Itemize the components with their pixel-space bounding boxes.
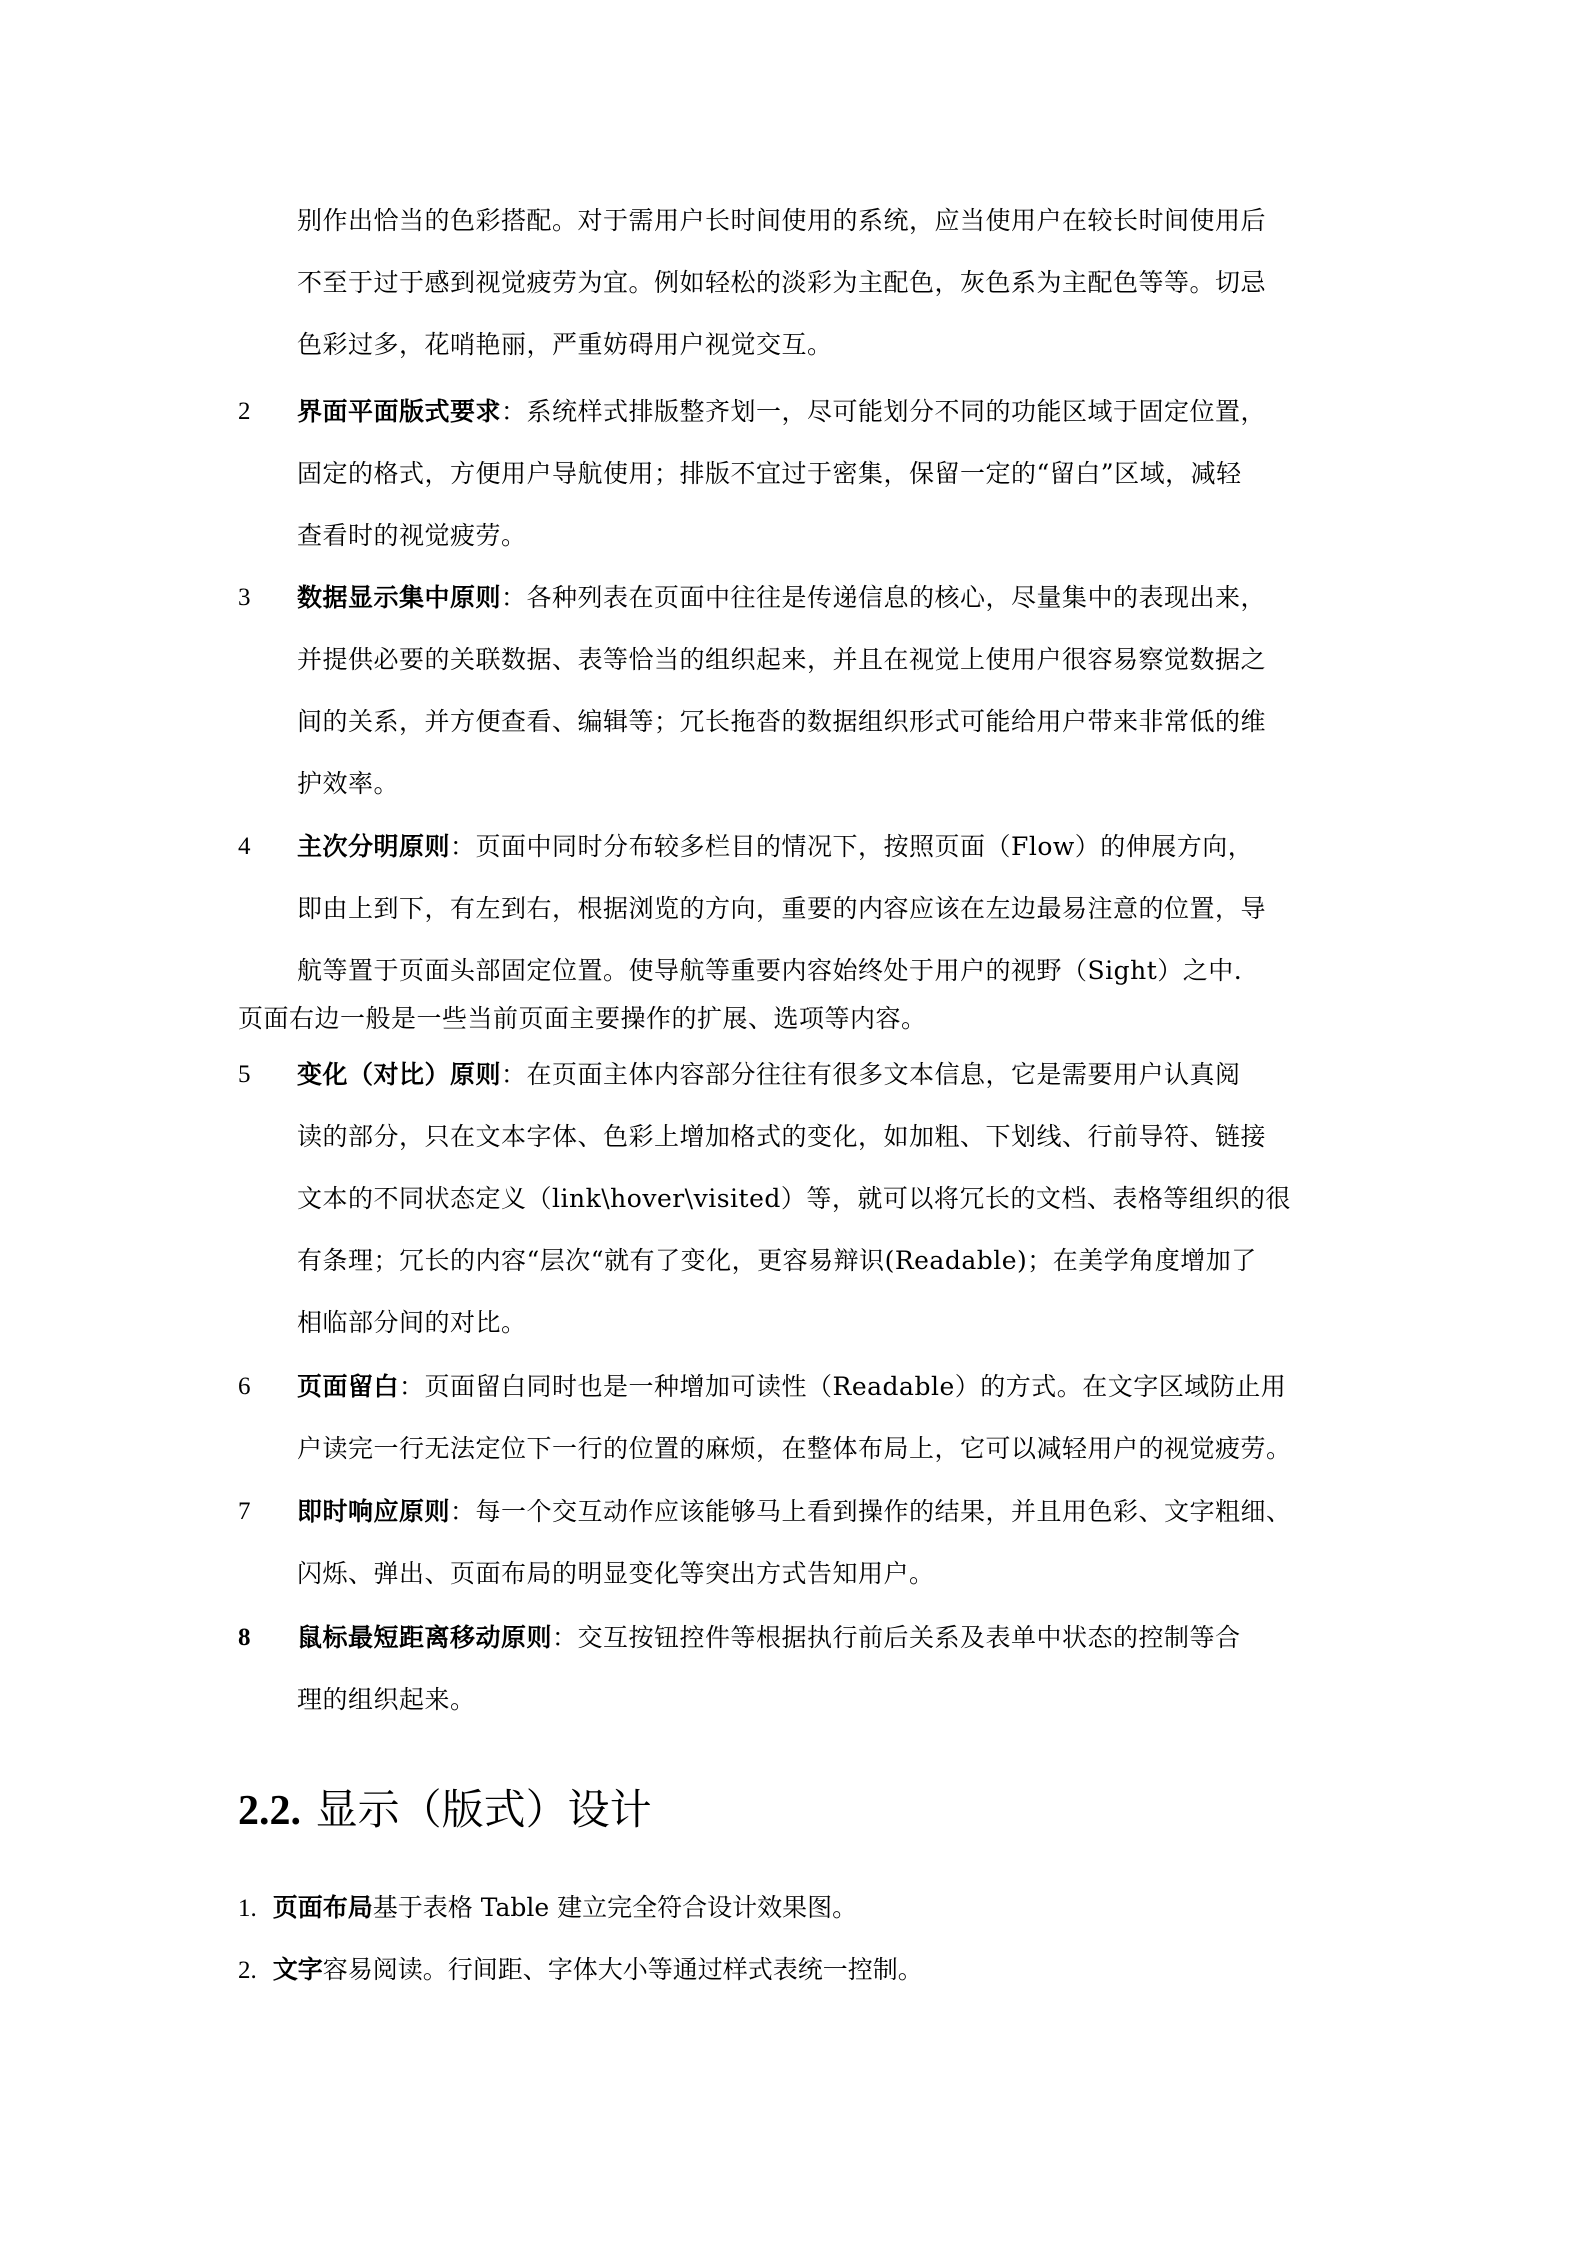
principle-title: 数据显示集中原则 — [297, 583, 502, 612]
principle-title: 主次分明原则 — [297, 832, 451, 861]
paragraph-line: 航等置于页面头部固定位置。使导航等重要内容始终处于用户的视野（Sight）之中. — [297, 956, 1243, 985]
list-item-principle-4 — [297, 832, 1253, 862]
paragraph-line: 闪烁、弹出、页面布局的明显变化等突出方式告知用户。 — [297, 1559, 935, 1588]
paragraph-line: 即由上到下，有左到右，根据浏览的方向，重要的内容应该在左边最易注意的位置，导 — [297, 894, 1267, 923]
paragraph-line: 色彩过多，花哨艳丽，严重妨碍用户视觉交互。 — [297, 330, 833, 359]
item-bold-label: 页面布局 — [272, 1893, 373, 1922]
list-item-principle-7 — [297, 1497, 1292, 1527]
paragraph-line: 并提供必要的关联数据、表等恰当的组织起来，并且在视觉上使用户很容易察觉数据之 — [297, 645, 1267, 674]
paragraph-line: 户读完一行无法定位下一行的位置的麻烦，在整体布局上，它可以减轻用户的视觉疲劳。 — [297, 1434, 1292, 1463]
paragraph-line: 查看时的视觉疲劳。 — [297, 521, 527, 550]
principle-title: 界面平面版式要求 — [297, 397, 502, 426]
principle-text: ：在页面主体内容部分往往有很多文本信息，它是需要用户认真阅 — [501, 1060, 1241, 1089]
item-bold-label: 文字 — [272, 1955, 323, 1984]
item-text: 基于表格 Table 建立完全符合设计效果图。 — [372, 1893, 858, 1922]
list-item-principle-5 — [297, 1060, 1241, 1090]
paragraph-line: 读的部分，只在文本字体、色彩上增加格式的变化，如加粗、下划线、行前导符、链接 — [297, 1122, 1267, 1151]
paragraph-line: 间的关系，并方便查看、编辑等；冗长拖沓的数据组织形式可能给用户带来非常低的维 — [297, 707, 1267, 736]
principle-text: ：每一个交互动作应该能够马上看到操作的结果，并且用色彩、文字粗细、 — [450, 1497, 1292, 1526]
paragraph-line: 护效率。 — [297, 769, 400, 798]
list-item-principle-2 — [297, 397, 1266, 427]
list-number: 3 — [238, 584, 251, 611]
principle-text: ：页面中同时分布较多栏目的情况下，按照页面（Flow）的伸展方向， — [450, 832, 1254, 861]
paragraph-line: 固定的格式，方便用户导航使用；排版不宜过于密集，保留一定的“留白”区域，减轻 — [297, 459, 1242, 488]
principle-text: ：各种列表在页面中往往是传递信息的核心，尽量集中的表现出来， — [501, 583, 1267, 612]
section-number: 2.2. — [238, 1788, 301, 1834]
paragraph-line-outdented: 页面右边一般是一些当前页面主要操作的扩展、选项等内容。 — [238, 1004, 927, 1033]
list-number: 4 — [238, 833, 251, 860]
principle-title: 变化（对比）原则 — [297, 1060, 502, 1089]
list-item-principle-8 — [297, 1623, 1241, 1653]
list-number: 6 — [238, 1373, 251, 1400]
item-text: 容易阅读。行间距、字体大小等通过样式表统一控制。 — [322, 1955, 923, 1984]
section-heading — [238, 1785, 652, 1836]
principle-text: ：页面留白同时也是一种增加可读性（Readable）的方式。在文字区域防止用 — [399, 1372, 1287, 1401]
principle-title: 鼠标最短距离移动原则 — [297, 1623, 553, 1652]
paragraph-line: 理的组织起来。 — [297, 1685, 476, 1714]
principle-text: ：系统样式排版整齐划一，尽可能划分不同的功能区域于固定位置， — [501, 397, 1267, 426]
paragraph-line: 不至于过于感到视觉疲劳为宜。例如轻松的淡彩为主配色，灰色系为主配色等等。切忌 — [297, 268, 1267, 297]
section-list-item — [238, 1955, 923, 1986]
principle-title: 页面留白 — [297, 1372, 400, 1401]
list-number: 2. — [238, 1957, 257, 1984]
section-title: 显示（版式）设计 — [315, 1785, 652, 1834]
paragraph-line: 别作出恰当的色彩搭配。对于需用户长时间使用的系统，应当使用户在较长时间使用后 — [297, 206, 1267, 235]
principle-text: ：交互按钮控件等根据执行前后关系及表单中状态的控制等合 — [552, 1623, 1241, 1652]
list-number: 5 — [238, 1061, 251, 1088]
list-number: 1. — [238, 1895, 257, 1922]
section-list-item — [238, 1893, 857, 1924]
list-number: 8 — [238, 1624, 251, 1651]
list-item-principle-6 — [297, 1372, 1286, 1402]
paragraph-line: 文本的不同状态定义（link\hover\visited）等，就可以将冗长的文档、表格等组织的很 — [297, 1184, 1291, 1213]
principle-title: 即时响应原则 — [297, 1497, 451, 1526]
list-item-principle-3 — [297, 583, 1266, 613]
paragraph-line: 相临部分间的对比。 — [297, 1308, 527, 1337]
list-number: 7 — [238, 1498, 251, 1525]
list-number: 2 — [238, 398, 251, 425]
paragraph-line: 有条理；冗长的内容“层次“就有了变化，更容易辩识(Readable)；在美学角度增加了 — [297, 1246, 1257, 1275]
